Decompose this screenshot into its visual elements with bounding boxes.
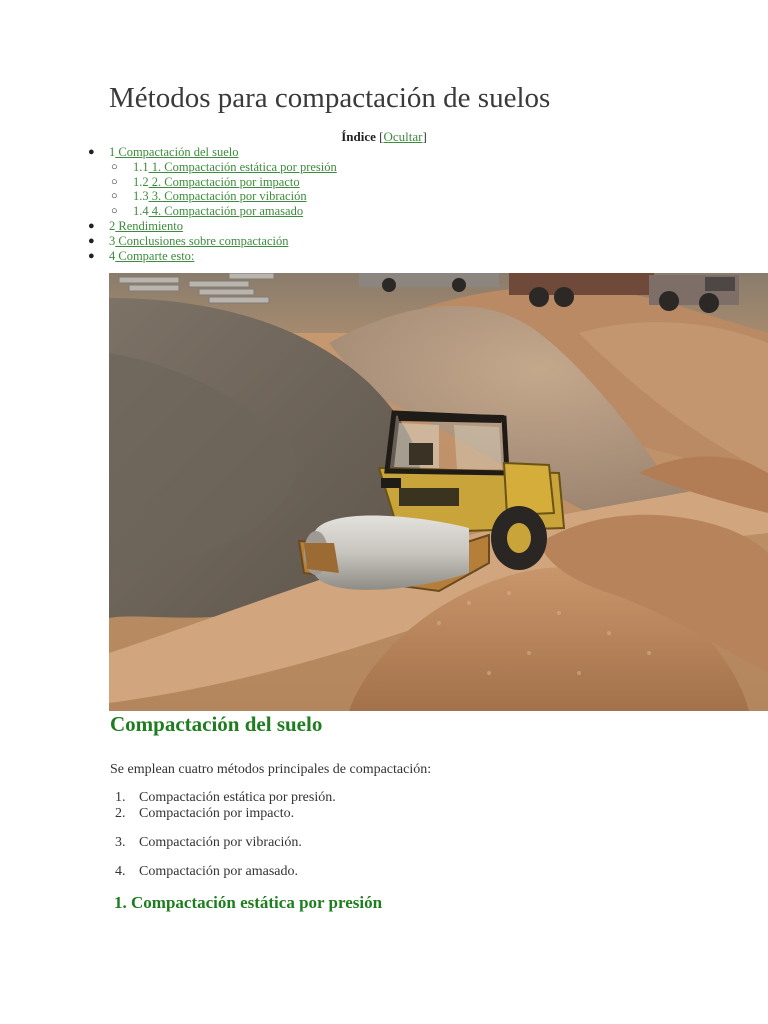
bullet-icon: ●: [88, 146, 95, 158]
toc-item-link[interactable]: 2. Compactación por impacto: [148, 175, 300, 189]
toc-item-number: 1: [109, 145, 116, 159]
list-item: [110, 806, 294, 822]
list-item: [110, 835, 302, 851]
toc-item[interactable]: [111, 189, 307, 204]
toc-label: Índice: [341, 129, 376, 144]
toc-item[interactable]: [88, 145, 239, 160]
circle-bullet-icon: ○: [111, 205, 118, 217]
list-item-text: Compactación estática por presión.: [139, 790, 336, 805]
toc-toggle-close: ]: [422, 129, 427, 144]
page-title: Métodos para compactación de suelos: [109, 82, 551, 114]
toc-item-number: 1.2: [133, 175, 149, 189]
toc-item-number: 3: [109, 234, 116, 248]
road-roller-photo: [109, 273, 768, 711]
toc-item[interactable]: [88, 249, 195, 264]
bullet-icon: ●: [88, 250, 95, 262]
list-item: [110, 790, 336, 806]
toc-item-link[interactable]: 1. Compactación estática por presión: [148, 160, 337, 174]
subsection-title: 1. Compactación estática por presión: [114, 893, 383, 912]
bullet-icon: ●: [88, 220, 95, 232]
list-item-number: 1.: [115, 790, 126, 805]
toc-item[interactable]: [88, 234, 289, 249]
toc-item-number: 1.1: [133, 160, 149, 174]
intro-paragraph: Se emplean cuatro métodos principales de compactación:: [110, 762, 432, 777]
circle-bullet-icon: ○: [111, 190, 118, 202]
list-item-number: 2.: [115, 806, 126, 821]
toc-item-number: 1.3: [133, 189, 149, 203]
section-title: Compactación del suelo: [110, 712, 323, 736]
list-item-text: Compactación por amasado.: [139, 864, 299, 879]
toc-item-link[interactable]: 4. Compactación por amasado: [148, 204, 304, 218]
toc-item-number: 1.4: [133, 204, 149, 218]
list-item-text: Compactación por impacto.: [139, 806, 295, 821]
toc-item-number: 4: [109, 249, 116, 263]
toc-item-link[interactable]: 3. Compactación por vibración: [148, 189, 307, 203]
toc-toggle-link[interactable]: Ocultar: [383, 129, 423, 144]
toc-item-link[interactable]: Comparte esto:: [115, 249, 195, 263]
toc-item[interactable]: [111, 175, 300, 190]
list-item-number: 4.: [115, 864, 126, 879]
list-item-text: Compactación por vibración.: [139, 835, 302, 850]
toc-item-number: 2: [109, 219, 116, 233]
toc-item[interactable]: [111, 160, 337, 175]
toc-item[interactable]: [111, 204, 304, 219]
list-item-number: 3.: [115, 835, 126, 850]
toc-toggle-open: [: [379, 129, 384, 144]
circle-bullet-icon: ○: [111, 176, 118, 188]
toc-item[interactable]: [88, 219, 183, 234]
toc-header: [0, 129, 768, 145]
toc-item-link[interactable]: Conclusiones sobre compactación: [115, 234, 289, 248]
circle-bullet-icon: ○: [111, 161, 118, 173]
toc-item-link[interactable]: Rendimiento: [115, 219, 183, 233]
toc-item-link[interactable]: Compactación del suelo: [115, 145, 239, 159]
list-item: [110, 864, 298, 880]
bullet-icon: ●: [88, 235, 95, 247]
